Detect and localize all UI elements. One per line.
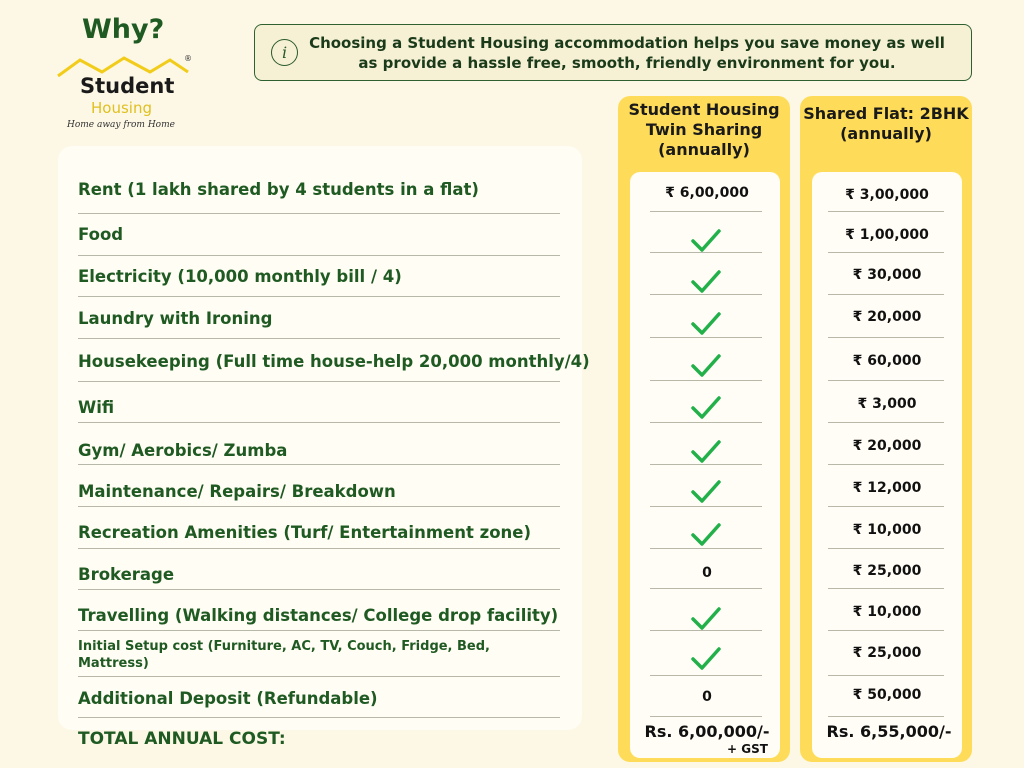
student-housing-cell: 0: [702, 689, 712, 705]
flat-cell-divider: [828, 252, 944, 253]
logo-registered-mark: ®: [184, 54, 192, 63]
shared-flat-cell: ₹ 10,000: [852, 522, 922, 538]
flat-cell-divider: [828, 464, 944, 465]
shared-flat-cell: ₹ 25,000: [852, 563, 922, 579]
shared-flat-values-panel: [812, 172, 962, 758]
page-title: Why?: [82, 14, 165, 45]
checkmark-icon: [690, 521, 722, 549]
row-label: Rent (1 lakh shared by 4 students in a flat): [78, 180, 479, 199]
row-divider: [78, 676, 560, 677]
row-label: Housekeeping (Full time house-help 20,000 monthly/4): [78, 352, 590, 371]
student-housing-cell: ₹ 6,00,000: [665, 185, 749, 201]
logo-tagline: Home away from Home: [67, 120, 175, 130]
student-cell-divider: [650, 716, 762, 717]
row-divider: [78, 717, 560, 718]
shared-flat-cell: ₹ 1,00,000: [845, 227, 929, 243]
flat-cell-divider: [828, 588, 944, 589]
flat-cell-divider: [828, 380, 944, 381]
row-divider: [78, 381, 560, 382]
student-cell-divider: [650, 506, 762, 507]
shared-flat-cell: ₹ 60,000: [852, 353, 922, 369]
checkmark-icon: [690, 645, 722, 673]
flat-cell-divider: [828, 716, 944, 717]
student-cell-divider: [650, 380, 762, 381]
student-cell-divider: [650, 588, 762, 589]
shared-flat-cell: ₹ 50,000: [852, 687, 922, 703]
row-label: Maintenance/ Repairs/ Breakdown: [78, 482, 396, 501]
row-divider: [78, 548, 560, 549]
logo-text-housing: Housing: [91, 99, 152, 117]
student-housing-gst-note: + GST: [727, 742, 768, 756]
student-housing-column-header: Student Housing Twin Sharing (annually): [628, 100, 780, 159]
student-cell-divider: [650, 464, 762, 465]
shared-flat-cell: ₹ 25,000: [852, 645, 922, 661]
logo-text-student: Student: [80, 74, 175, 98]
row-label: Gym/ Aerobics/ Zumba: [78, 441, 288, 460]
row-divider: [78, 213, 560, 214]
row-divider: [78, 255, 560, 256]
shared-flat-cell: ₹ 10,000: [852, 604, 922, 620]
row-divider: [78, 464, 560, 465]
row-label: Brokerage: [78, 565, 175, 584]
checkmark-icon: [690, 310, 722, 338]
flat-cell-divider: [828, 422, 944, 423]
row-divider: [78, 506, 560, 507]
shared-flat-total: Rs. 6,55,000/-: [826, 722, 952, 741]
shared-flat-cell: ₹ 12,000: [852, 480, 922, 496]
shared-flat-cell: ₹ 30,000: [852, 267, 922, 283]
row-divider: [78, 630, 560, 631]
row-label: Electricity (10,000 monthly bill / 4): [78, 267, 402, 286]
row-label: Recreation Amenities (Turf/ Entertainment zone): [78, 523, 532, 542]
flat-cell-divider: [828, 630, 944, 631]
row-label: Wifi: [78, 398, 115, 417]
row-divider: [78, 338, 560, 339]
checkmark-icon: [690, 268, 722, 296]
student-cell-divider: [650, 548, 762, 549]
shared-flat-cell: ₹ 20,000: [852, 309, 922, 325]
checkmark-icon: [690, 438, 722, 466]
shared-flat-cell: ₹ 3,00,000: [845, 187, 929, 203]
checkmark-icon: [690, 478, 722, 506]
checkmark-icon: [690, 605, 722, 633]
shared-flat-column-header: Shared Flat: 2BHK (annually): [803, 104, 969, 143]
row-label: Food: [78, 225, 124, 244]
checkmark-icon: [690, 394, 722, 422]
flat-cell-divider: [828, 211, 944, 212]
flat-cell-divider: [828, 675, 944, 676]
row-label: Travelling (Walking distances/ College drop facility): [78, 606, 559, 625]
student-cell-divider: [650, 211, 762, 212]
row-divider: [78, 296, 560, 297]
checkmark-icon: [690, 227, 722, 255]
student-cell-divider: [650, 337, 762, 338]
checkmark-icon: [690, 352, 722, 380]
row-label: Laundry with Ironing: [78, 309, 273, 328]
row-divider: [78, 589, 560, 590]
student-cell-divider: [650, 252, 762, 253]
info-banner: [254, 24, 972, 81]
shared-flat-cell: ₹ 20,000: [852, 438, 922, 454]
flat-cell-divider: [828, 337, 944, 338]
student-cell-divider: [650, 675, 762, 676]
flat-cell-divider: [828, 548, 944, 549]
flat-cell-divider: [828, 506, 944, 507]
info-text: Choosing a Student Housing accommodation helps you save money as well as provide a hassle free, smooth, friendly environment for you.: [309, 34, 945, 72]
flat-cell-divider: [828, 294, 944, 295]
shared-flat-cell: ₹ 3,000: [857, 396, 917, 412]
student-housing-cell: 0: [702, 565, 712, 581]
info-icon: i: [271, 39, 298, 66]
student-cell-divider: [650, 422, 762, 423]
row-label: Initial Setup cost (Furniture, AC, TV, Couch, Fridge, Bed, Mattress): [78, 639, 490, 671]
student-cell-divider: [650, 294, 762, 295]
row-label: Additional Deposit (Refundable): [78, 689, 378, 708]
total-label: TOTAL ANNUAL COST:: [78, 729, 286, 749]
student-housing-total: Rs. 6,00,000/-: [644, 722, 770, 741]
student-cell-divider: [650, 630, 762, 631]
row-divider: [78, 422, 560, 423]
student-housing-logo: [54, 54, 204, 138]
